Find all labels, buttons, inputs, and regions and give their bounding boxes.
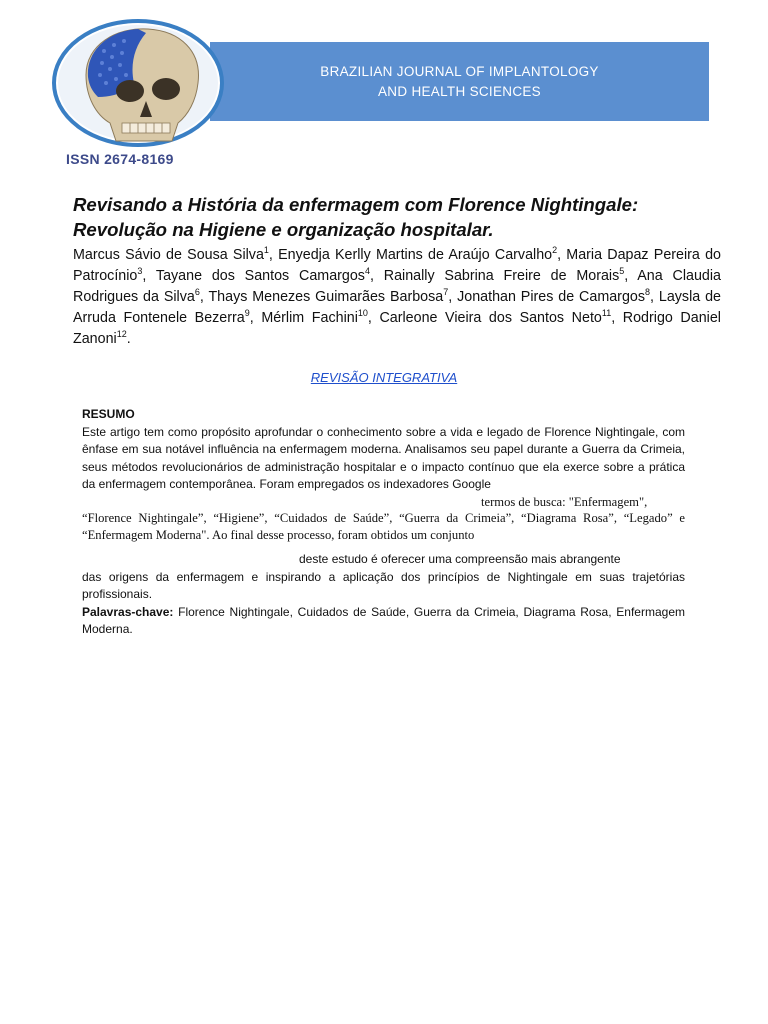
author-name: Enyedja Kerlly Martins de Araújo Carvalho — [278, 247, 553, 263]
author — [457, 289, 650, 305]
author-affiliation-mark: 5 — [619, 266, 625, 277]
author-affiliation-mark: 4 — [364, 266, 370, 277]
author-affiliation-mark: 8 — [645, 287, 651, 298]
author-affiliation-mark: 10 — [357, 308, 368, 319]
author-affiliation-mark: 2 — [552, 245, 558, 256]
author — [261, 310, 368, 326]
author — [278, 247, 557, 263]
keywords — [82, 604, 685, 639]
article-title — [73, 192, 723, 242]
author — [156, 268, 370, 284]
keywords-list: Florence Nightingale, Cuidados de Saúde, Guerra da Crimeia, Diagrama Rosa, Enfermagem Moderna. — [82, 604, 685, 636]
keywords-label: Palavras-chave: — [82, 604, 174, 619]
author — [73, 247, 269, 263]
author — [379, 310, 611, 326]
abstract-fragment-aim: deste estudo é oferecer uma compreensão mais abrangente — [299, 552, 621, 566]
author-name: Jonathan Pires de Camargos — [457, 289, 645, 305]
skull-with-implant-logo — [46, 17, 226, 157]
author-name: Rodrigo Daniel Zanoni — [73, 310, 721, 347]
section-type — [0, 370, 768, 385]
author-name: Ana Claudia Rodrigues da Silva — [73, 268, 721, 305]
author-affiliation-mark: 12 — [116, 329, 127, 340]
author-affiliation-mark: 3 — [137, 266, 143, 277]
title-line-2: Revolução na Higiene e organização hospitalar. — [73, 219, 494, 240]
author-affiliation-mark: 11 — [601, 308, 612, 319]
author-list: Marcus Sávio de Sousa Silva$^1$, Enyedja Kerlly Martins de Araújo Carvalho$^2$, Maria Dapaz Pereira do Patrocínio$^3$, Tayane dos Santos Camargos$^4$, Rainally Sabrina Freire de Morais$^5$, Ana Claudia Rodrigues da Silva$^6$, Thays Menezes Guimarães Barbosa$^7$, Jonathan Pires de Camargos$^8$, Laysla de Arruda Fontenele Bezerra$^9$, Mérlim Fachini$^{10}$, Carleone Vieira dos Santos Neto$^{11}$, Rodrigo Daniel Zanoni$^{12}$. — [73, 245, 721, 347]
author-name: Tayane dos Santos Camargos — [155, 268, 365, 284]
abstract-paragraph: Este artigo tem como propósito aprofundar o conhecimento sobre a vida e legado de Florence Nightingale, com ênfase em sua notável influência na enfermagem moderna. Analisamos seu papel durante a Guerra da Crimeia, seus métodos revolucionários de administração hospitalar e o impacto contínuo que ela exerce sobre a prática da enfermagem contemporânea. Foram empregados os indexadores Google — [82, 424, 685, 491]
author-affiliation-mark: 7 — [443, 287, 449, 298]
abstract — [82, 406, 685, 639]
author — [208, 289, 448, 305]
author-name: Rainally Sabrina Freire de Morais — [383, 268, 620, 284]
abstract-search-terms: “Florence Nightingale”, “Higiene”, “Cuidados de Saúde”, “Guerra da Crimeia”, “Diagrama Rosa”, “Legado” e “Enfermagem Moderna". Ao final desse processo, foram obtidos um conjunto — [82, 511, 685, 542]
author-affiliation-mark: 6 — [194, 287, 200, 298]
abstract-conclusion: das origens da enfermagem e inspirando a aplicação dos princípios de Nightingale em suas trajetórias profissionais. — [82, 569, 685, 601]
author-name: Laysla de Arruda Fontenele Bezerra — [73, 289, 721, 326]
author-name: Maria Dapaz Pereira do Patrocínio — [73, 247, 721, 284]
author-affiliation-mark: 9 — [244, 308, 250, 319]
abstract-heading: RESUMO — [82, 407, 135, 421]
author-affiliation-mark: 1 — [263, 245, 269, 256]
author-name: Carleone Vieira dos Santos Neto — [379, 310, 602, 326]
author-name: Mérlim Fachini — [261, 310, 358, 326]
author-name: Thays Menezes Guimarães Barbosa — [208, 289, 444, 305]
issn: ISSN 2674-8169 — [66, 151, 174, 167]
author-name: Marcus Sávio de Sousa Silva — [73, 247, 264, 263]
journal-banner — [210, 42, 709, 121]
title-line-1: Revisando a História da enfermagem com Florence Nightingale: — [73, 194, 639, 215]
journal-name-line1: BRAZILIAN JOURNAL OF IMPLANTOLOGY — [320, 63, 599, 79]
section-type-link[interactable]: REVISÃO INTEGRATIVA — [310, 370, 458, 385]
journal-name-line2: AND HEALTH SCIENCES — [378, 83, 541, 99]
author — [384, 268, 625, 284]
abstract-fragment-search-terms: termos de busca: "Enfermagem", — [481, 494, 648, 509]
